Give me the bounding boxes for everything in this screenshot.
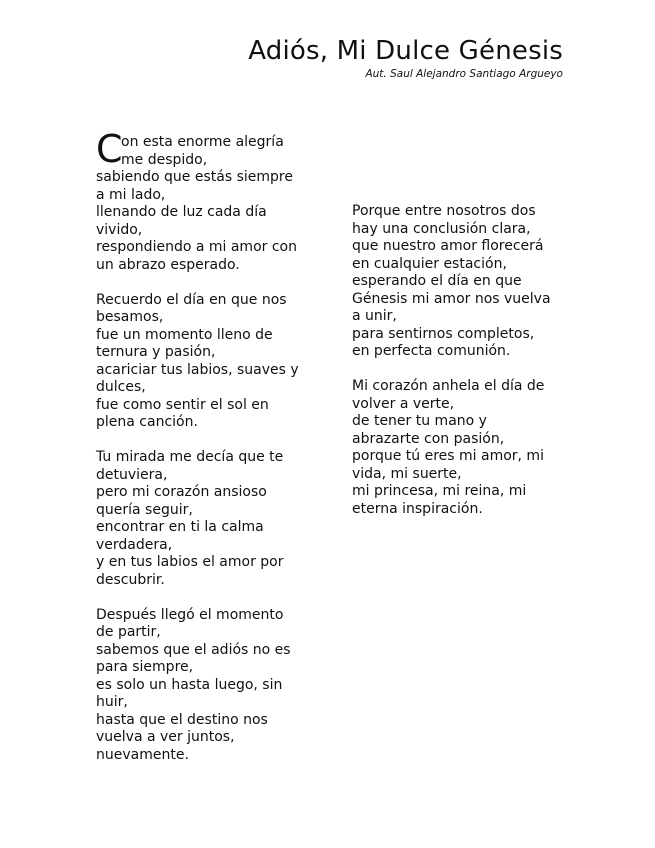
poem-line: huir, <box>96 694 128 710</box>
poem-line: y en tus labios el amor por <box>96 554 284 570</box>
poem-line: pero mi corazón ansioso <box>96 484 267 500</box>
poem-line: esperando el día en que <box>352 273 522 289</box>
poem-line: hasta que el destino nos <box>96 711 268 728</box>
poem-line: vida, mi suerte, <box>352 465 462 482</box>
poem-line: Recuerdo el día en que nos <box>96 291 287 308</box>
author-credit: Aut. Saul Alejandro Santiago Argueyo <box>365 68 563 80</box>
poem-line: sabiendo que estás siempre <box>96 169 293 185</box>
poem-line: abrazarte con pasión, <box>352 430 505 447</box>
poem-line: vivido, <box>96 221 143 238</box>
poem-line: es solo un hasta luego, sin <box>96 676 283 693</box>
poem-line: Porque entre nosotros dos <box>352 203 536 219</box>
poem-line: fue un momento lleno de <box>96 326 273 343</box>
poem-line: que nuestro amor florecerá <box>352 238 544 254</box>
stanza <box>352 378 574 518</box>
poem-line: ternura y pasión, <box>96 344 216 360</box>
poem-line: en cualquier estación, <box>352 255 507 272</box>
poem-line: detuviera, <box>96 466 168 483</box>
poem-line: Génesis mi amor nos vuelva <box>352 290 551 307</box>
poem-line: llenando de luz cada día <box>96 204 267 220</box>
poem-column-left <box>96 127 318 782</box>
poem-line: acariciar tus labios, suaves y <box>96 361 299 378</box>
poem-line: para sentirnos completos, <box>352 325 535 342</box>
stanza <box>96 607 318 765</box>
poem-line: descubrir. <box>96 571 165 588</box>
poem-line: fue como sentir el sol en <box>96 396 269 413</box>
poem-title: Adiós, Mi Dulce Génesis <box>248 36 563 66</box>
poem-line: vuelva a ver juntos, <box>96 729 235 745</box>
poem-line: besamos, <box>96 309 164 325</box>
poem-line: hay una conclusión clara, <box>352 220 531 237</box>
poem-line: Mi corazón anhela el día de <box>352 378 545 394</box>
poem-line: verdadera, <box>96 536 173 553</box>
poem-line: para siempre, <box>96 659 194 675</box>
poem-line-text: on esta enorme alegría <box>121 134 284 150</box>
poem-line: eterna inspiración. <box>352 500 483 517</box>
poem-line: me despido, <box>121 151 208 168</box>
poem-line: encontrar en ti la calma <box>96 519 264 535</box>
drop-cap: C <box>96 127 123 171</box>
poem-line: en perfecta comunión. <box>352 343 511 359</box>
poem-line: volver a verte, <box>352 395 455 412</box>
poem-line: mi princesa, mi reina, mi <box>352 483 527 499</box>
poem-line: a unir, <box>352 308 397 324</box>
poem-line: un abrazo esperado. <box>96 256 240 273</box>
poem-line: nuevamente. <box>96 746 189 763</box>
stanza <box>352 203 574 361</box>
poem-line: plena canción. <box>96 414 198 430</box>
poem-line: de partir, <box>96 624 161 640</box>
poem-line: Después llegó el momento <box>96 606 284 623</box>
poem-line: respondiendo a mi amor con <box>96 239 297 255</box>
stanza <box>96 127 318 274</box>
poem-column-right <box>352 203 574 536</box>
poem-line: a mi lado, <box>96 186 166 203</box>
poem-line: porque tú eres mi amor, mi <box>352 448 544 464</box>
stanza <box>96 292 318 432</box>
poem-line: Tu mirada me decía que te <box>96 449 284 465</box>
stanza <box>96 449 318 589</box>
poem-line: dulces, <box>96 379 146 395</box>
poem-line: quería seguir, <box>96 501 193 518</box>
poem-line: sabemos que el adiós no es <box>96 641 291 658</box>
poem-line: de tener tu mano y <box>352 413 487 429</box>
